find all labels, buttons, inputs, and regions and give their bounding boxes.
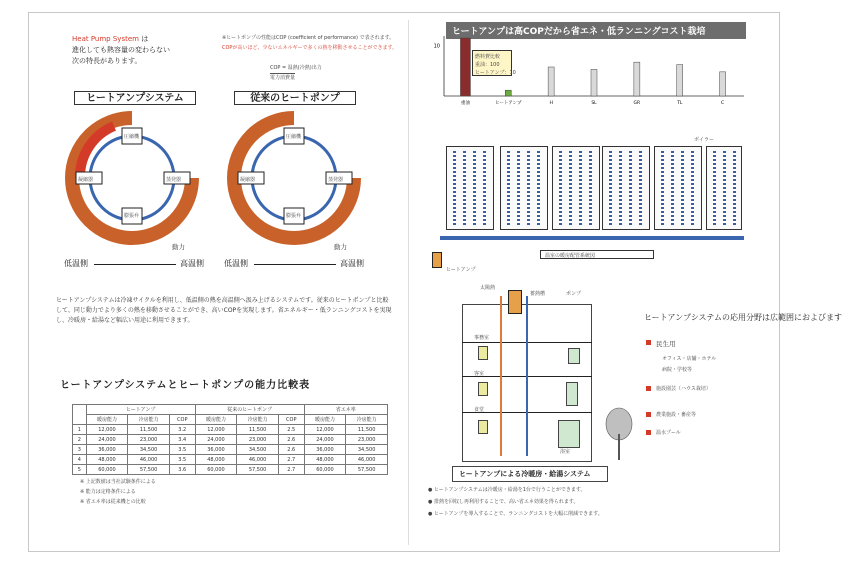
- heatpump-label: ヒートアンプ: [446, 267, 476, 273]
- table-cell: 12,000: [86, 425, 128, 435]
- rack-2: [500, 146, 548, 230]
- table-cell: 48,000: [304, 455, 346, 465]
- chart-bar-1: [505, 90, 511, 96]
- field-bullet-5: [646, 430, 651, 435]
- hp-condenser-label: 凝縮器: [78, 177, 94, 183]
- tank-label: 蓄熱槽: [530, 291, 546, 297]
- legend-line-3: ヒートアンプ：10: [475, 70, 516, 76]
- table-cell: 36,000: [195, 445, 237, 455]
- legend-line-1: 燃料費比較: [475, 54, 501, 60]
- table-cell: 23,000: [128, 435, 170, 445]
- table-cell: 11,500: [128, 425, 170, 435]
- rack-3: [552, 146, 600, 230]
- room1-label: 事務室: [474, 335, 490, 341]
- main-pipe: [440, 236, 744, 240]
- chart-category-label: H: [549, 101, 553, 106]
- footnote-2: ※ 能力は定格条件による: [80, 489, 136, 495]
- table-cell: 48,000: [86, 455, 128, 465]
- table-cell: 48,000: [195, 455, 237, 465]
- table-row-number: 2: [73, 435, 87, 445]
- chart-y-tick: 10: [433, 43, 440, 50]
- table-row: [73, 425, 388, 435]
- description-paragraph: ヒートアンプシステムは冷凍サイクルを利用し、低温側の熱を高温側へ汲み上げるシステムです。従来のヒートポンプと比較して、同じ動力でより多くの熱を移動させることができ、高いCOPを実現します。省エネルギー・低ランニングコストを実現し、冷暖房・給湯など幅広い用途に利用できます。: [56, 297, 392, 324]
- table-sub-heating: 暖房能力: [86, 415, 128, 425]
- field-4: 農業施設・畜産等: [656, 412, 697, 418]
- hp-cycle-diagram: [52, 108, 212, 258]
- table-cell: 12,000: [304, 425, 346, 435]
- hp-high-temp-label: 高温側: [180, 259, 204, 268]
- footnote-3: ※ 省エネ率は従来機との比較: [80, 499, 146, 505]
- system-banner-text: ヒートアンプによる冷暖房・給湯システム: [459, 470, 591, 478]
- table-cell: 3.6: [169, 465, 195, 475]
- table-cell: 23,000: [237, 435, 279, 445]
- table-cell: 36,000: [304, 445, 346, 455]
- field-bullet-3: [646, 386, 651, 391]
- table-cell: 2.5: [278, 425, 304, 435]
- hp-temp-arrow: [94, 264, 176, 265]
- chart-category-label: TL: [677, 101, 683, 106]
- intro-line3: 次の特長があります。: [72, 57, 142, 65]
- conv-refrigerant-loop: [252, 136, 336, 220]
- bullet-note-2: ● 排熱を回収し再利用することで、高い省エネ効果を得られます。: [428, 499, 579, 505]
- solar-label: 太陽熱: [480, 285, 496, 291]
- room-unit-4: [568, 348, 580, 364]
- conv-low-temp-label: 低温側: [224, 259, 248, 268]
- rack-5: [654, 146, 702, 230]
- table-cell: 46,000: [346, 455, 388, 465]
- chart-bar-3: [591, 69, 597, 96]
- table-cell: 34,500: [346, 445, 388, 455]
- riser-pipe-2: [526, 296, 528, 456]
- table-row-number: 5: [73, 465, 87, 475]
- table-cell: 12,000: [195, 425, 237, 435]
- conv-compressor-label: 圧縮機: [286, 134, 302, 140]
- intro-text: [72, 34, 217, 67]
- table-cell: 2.6: [278, 435, 304, 445]
- rack-1: [446, 146, 494, 230]
- table-cell: 46,000: [128, 455, 170, 465]
- fields-title: ヒートアンプシステムの応用分野は広範囲におよびます: [644, 313, 842, 322]
- table-group-conventional: 従来のヒートポンプ: [195, 405, 304, 415]
- table-cell: 57,500: [346, 465, 388, 475]
- field-3: 施設園芸（ハウス栽培）: [656, 386, 711, 392]
- equip-caption-box: [540, 250, 654, 259]
- hp-power-label: 動力: [172, 243, 185, 251]
- table-sub-header-row: [73, 415, 388, 425]
- hp-valve-label: 膨張弁: [124, 213, 140, 219]
- intro-line1-suffix: は: [141, 35, 149, 43]
- chart-bar-5: [677, 65, 683, 96]
- intro-brand: Heat Pump System: [72, 35, 139, 43]
- table-row: [73, 445, 388, 455]
- rack-4: [602, 146, 650, 230]
- chart-bar-6: [720, 72, 726, 96]
- conv-condenser-label: 凝縮器: [240, 177, 256, 183]
- table-cell: 3.2: [169, 425, 195, 435]
- cop-formula-numerator: COP = 温熱(冷熱)出力: [270, 65, 322, 71]
- hp-refrigerant-loop: [90, 136, 174, 220]
- legend-line-2: 重油：100: [475, 62, 500, 68]
- conv-diagram-title: 従来のヒートポンプ: [234, 91, 356, 105]
- chart-category-label: C: [720, 101, 725, 106]
- table-cell: 60,000: [304, 465, 346, 475]
- table-sub-heating: 暖房能力: [304, 415, 346, 425]
- room-unit-2: [478, 382, 488, 396]
- field-2: 病院・学校等: [662, 367, 693, 373]
- conv-temp-arrow: [254, 264, 336, 265]
- table-cell: 57,500: [128, 465, 170, 475]
- room-unit-3: [478, 420, 488, 434]
- conv-evaporator-label: 蒸発器: [328, 177, 344, 183]
- table-cell: 3.4: [169, 435, 195, 445]
- table-cell: 36,000: [86, 445, 128, 455]
- center-divider: [408, 20, 409, 545]
- table-cell: 60,000: [195, 465, 237, 475]
- table-cell: 24,000: [304, 435, 346, 445]
- room2-label: 客室: [474, 371, 485, 377]
- hp-low-temp-label: 低温側: [64, 259, 88, 268]
- table-cell: 34,500: [237, 445, 279, 455]
- conv-high-temp-label: 高温側: [340, 259, 364, 268]
- cost-bar-chart: [420, 36, 750, 118]
- table-cell: 11,500: [346, 425, 388, 435]
- table-cell: 3.5: [169, 455, 195, 465]
- table-cell: 24,000: [195, 435, 237, 445]
- intro-note-1: ※ヒートポンプの性能はCOP (coefficient of performance) で表されます。: [222, 35, 395, 41]
- table-corner: [73, 405, 87, 425]
- chart-title: ヒートアンプは高COPだから省エネ・低ランニングコスト栽培: [452, 27, 706, 37]
- chart-bar-2: [548, 67, 554, 96]
- table-sub-cop: COP: [278, 415, 304, 425]
- table-row-number: 1: [73, 425, 87, 435]
- table-row: [73, 435, 388, 445]
- table-row-number: 3: [73, 445, 87, 455]
- bullet-note-3: ● ヒートアンプを導入することで、ランニングコストを大幅に削減できます。: [428, 511, 603, 517]
- field-bullet-4: [646, 412, 651, 417]
- heatpump-unit: [432, 252, 442, 268]
- pump-label: ポンプ: [566, 291, 582, 297]
- chart-category-label: 重油: [460, 101, 470, 106]
- comparison-table: [72, 404, 388, 475]
- riser-pipe-1: [500, 296, 502, 456]
- table-group-header-row: [73, 405, 388, 415]
- cop-formula-denominator: 電力消費量: [270, 75, 296, 81]
- room-unit-5: [566, 382, 578, 406]
- chart-category-label: ヒートアンプ: [495, 101, 522, 106]
- table-row: [73, 465, 388, 475]
- table-sub-cooling: 冷房能力: [346, 415, 388, 425]
- comparison-table-title: ヒートアンプシステムとヒートポンプの能力比較表: [60, 380, 311, 391]
- room4-label: 浴室: [560, 449, 571, 455]
- tank-unit: [508, 290, 522, 314]
- hp-diagram-title: ヒートアンプシステム: [74, 91, 196, 105]
- table-sub-heating: 暖房能力: [195, 415, 237, 425]
- chart-category-label: SL: [591, 101, 597, 106]
- table-cell: 2.6: [278, 445, 304, 455]
- room3-label: 食堂: [474, 407, 485, 413]
- table-cell: 34,500: [128, 445, 170, 455]
- conv-valve-label: 膨張弁: [286, 213, 302, 219]
- intro-note-2: COPが高いほど、少ないエネルギーで多くの熱を移動させることができます。: [222, 45, 398, 51]
- table-cell: 11,500: [237, 425, 279, 435]
- table-cell: 3.5: [169, 445, 195, 455]
- table-group-heatamp: ヒートアンプ: [86, 405, 195, 415]
- table-sub-cooling: 冷房能力: [128, 415, 170, 425]
- table-cell: 23,000: [346, 435, 388, 445]
- table-group-saving: 省エネ率: [304, 405, 387, 415]
- chart-bar-0: [460, 38, 470, 96]
- table-sub-cop: COP: [169, 415, 195, 425]
- chart-legend-box: [472, 50, 516, 76]
- table-cell: 2.7: [278, 465, 304, 475]
- chart-category-label: GR: [633, 101, 641, 106]
- hp-compressor-label: 圧縮機: [124, 134, 140, 140]
- bullet-note-1: ● ヒートアンプシステムは冷暖房・給湯を1台で行うことができます。: [428, 487, 586, 493]
- system-banner: [452, 466, 608, 482]
- hp-evaporator-label: 蒸発器: [166, 177, 182, 183]
- equip-caption: 温室の暖房配管系統図: [545, 253, 596, 259]
- bath-unit: [558, 420, 580, 448]
- footnote-1: ※ 上記数値は当社試験条件による: [80, 479, 156, 485]
- conv-power-label: 動力: [334, 243, 347, 251]
- field-0: 民生用: [656, 340, 676, 348]
- tree-icon: [604, 406, 634, 462]
- table-row: [73, 455, 388, 465]
- table-sub-cooling: 冷房能力: [237, 415, 279, 425]
- table-cell: 2.7: [278, 455, 304, 465]
- rack-6: [706, 146, 742, 230]
- field-1: オフィス・店舗・ホテル: [662, 356, 717, 362]
- equipment-label: ボイラー: [694, 137, 715, 143]
- table-cell: 24,000: [86, 435, 128, 445]
- table-cell: 46,000: [237, 455, 279, 465]
- intro-line2: 進化しても熱容量の変わらない: [72, 46, 170, 54]
- field-bullet-0: [646, 340, 651, 345]
- room-unit-1: [478, 346, 488, 360]
- conv-cycle-diagram: [214, 108, 374, 258]
- table-cell: 60,000: [86, 465, 128, 475]
- table-body: [73, 425, 388, 475]
- table-row-number: 4: [73, 455, 87, 465]
- chart-bar-4: [634, 62, 640, 96]
- field-5: 温水プール: [656, 430, 681, 436]
- table-cell: 57,500: [237, 465, 279, 475]
